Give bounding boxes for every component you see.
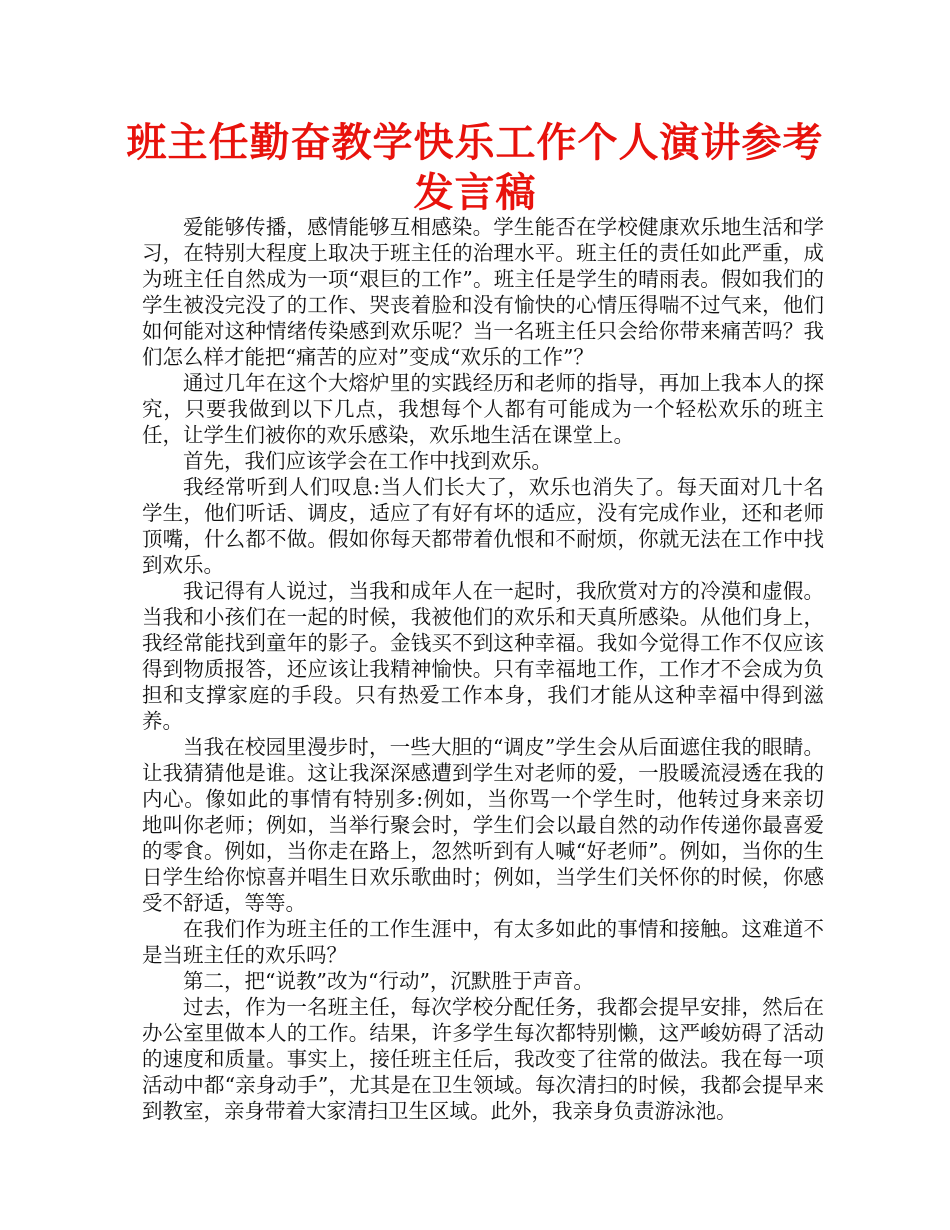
document-body (142, 214, 824, 1124)
paragraph: 当我在校园里漫步时，一些大胆的“调皮”学生会从后面遮住我的眼睛。让我猜猜他是谁。这让我深深感遭到学生对老师的爱，一股暖流浸透在我的内心。像如此的事情有特别多:例如，当你骂一个学生时，他转过身来亲切地叫你老师；例如，当举行聚会时，学生们会以最自然的动作传递你最喜爱的零食。例如，当你走在路上，忽然听到有人喊“好老师”。例如，当你的生日学生给你惊喜并唱生日欢乐歌曲时；例如，当学生们关怀你的时候，你感受不舒适，等等。 (142, 735, 824, 915)
paragraph: 爱能够传播，感情能够互相感染。学生能否在学校健康欢乐地生活和学习，在特别大程度上取决于班主任的治理水平。班主任的责任如此严重，成为班主任自然成为一项“艰巨的工作”。班主任是学生的晴雨表。假如我们的学生被没完没了的工作、哭丧着脸和没有愉快的心情压得喘不过气来，他们如何能对这种情绪传染感到欢乐呢？当一名班主任只会给你带来痛苦吗？我们怎么样才能把“痛苦的应对”变成“欢乐的工作”？ (142, 215, 824, 369)
paragraph: 我经常听到人们叹息:当人们长大了，欢乐也消失了。每天面对几十名学生，他们听话、调皮，适应了有好有坏的适应，没有完成作业，还和老师顶嘴，什么都不做。假如你每天都带着仇恨和不耐烦，你就无法在工作中找到欢乐。 (142, 475, 824, 577)
document-title: 班主任勤奋教学快乐工作个人演讲参考发言稿 (126, 120, 824, 216)
paragraph: 通过几年在这个大熔炉里的实践经历和老师的指导，再加上我本人的探究，只要我做到以下几点，我想每个人都有可能成为一个轻松欢乐的班主任，让学生们被你的欢乐感染，欢乐地生活在课堂上。 (142, 371, 824, 447)
paragraph: 在我们作为班主任的工作生涯中，有太多如此的事情和接触。这难道不是当班主任的欢乐吗？ (142, 917, 824, 967)
paragraph: 第二，把“说教”改为“行动”，沉默胜于声音。 (183, 969, 594, 993)
paragraph: 过去，作为一名班主任，每次学校分配任务，我都会提早安排，然后在办公室里做本人的工作。结果，许多学生每次都特别懒，这严峻妨碍了活动的速度和质量。事实上，接任班主任后，我改变了往常的做法。我在每一项活动中都“亲身动手”，尤其是在卫生领域。每次清扫的时候，我都会提早来到教室，亲身带着大家清扫卫生区域。此外，我亲身负责游泳池。 (142, 995, 824, 1123)
paragraph: 首先，我们应该学会在工作中找到欢乐。 (183, 449, 552, 473)
paragraph: 我记得有人说过，当我和成年人在一起时，我欣赏对方的冷漠和虚假。当我和小孩们在一起的时候，我被他们的欢乐和天真所感染。从他们身上，我经常能找到童年的影子。金钱买不到这种幸福。我如今觉得工作不仅应该得到物质报答，还应该让我精神愉快。只有幸福地工作，工作才不会成为负担和支撑家庭的手段。只有热爱工作本身，我们才能从这种幸福中得到滋养。 (142, 579, 824, 733)
